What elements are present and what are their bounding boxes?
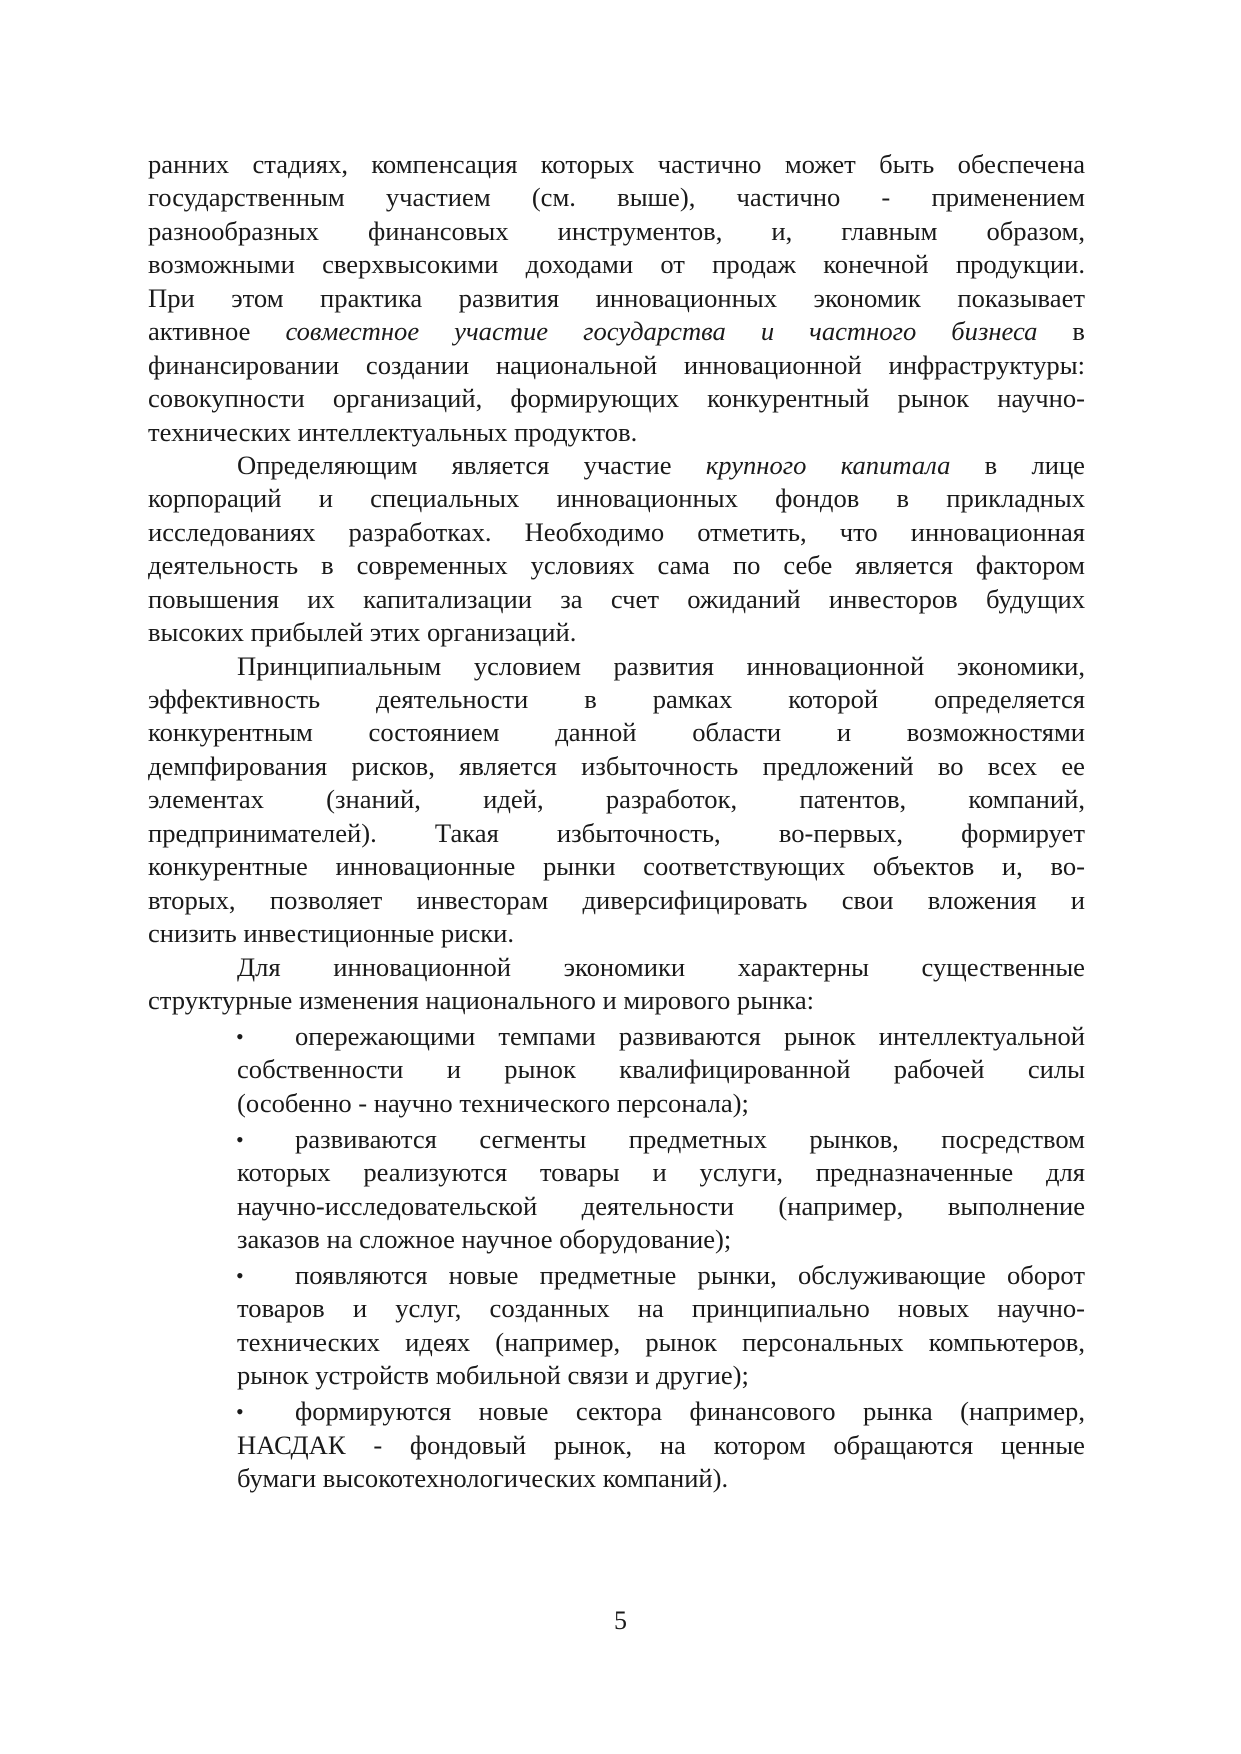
text-segment: Для инновационной экономики характерны существенные [237, 951, 1085, 982]
text-segment: Определяющим является участие [237, 449, 706, 480]
page-number: 5 [614, 1606, 627, 1635]
text-segment: вторых, позволяет инвесторам диверсифицировать свои вложения и [148, 884, 1085, 915]
text-segment: предпринимателей). Такая избыточность, во-первых, формирует [148, 817, 1085, 848]
text-line [148, 817, 1085, 850]
text-line [148, 750, 1085, 783]
text-line [148, 449, 1085, 482]
text-line [148, 884, 1085, 917]
text-line [148, 482, 1085, 515]
emphasized-text: крупного капитала [705, 449, 951, 480]
text-line [148, 917, 1085, 950]
text-segment: деятельность в современных условиях сама по себе является фактором [148, 550, 1085, 581]
text-segment: появляются новые предметные рынки, обслуживающие оборот [295, 1259, 1085, 1290]
paragraph [148, 449, 1085, 650]
text-segment: товаров и услуг, созданных на принципиально новых научно- [237, 1293, 1085, 1324]
text-segment: При этом практика развития инновационных экономик показывает [148, 282, 1085, 313]
text-line [237, 1020, 1085, 1053]
text-segment: снизить инвестиционные риски. [148, 918, 515, 949]
text-segment: государственным участием (см. выше), частично - применением [148, 182, 1085, 213]
text-segment: Принципиальным условием развития инновационной экономики, [237, 650, 1085, 681]
text-segment: возможными сверхвысокими доходами от продаж конечной продукции. [148, 249, 1085, 280]
text-line [148, 683, 1085, 716]
text-segment: эффективность деятельности в рамках которой определяется [148, 684, 1085, 714]
text-line [148, 583, 1085, 616]
text-segment: демпфирования рисков, является избыточность предложений во всех ее [148, 750, 1085, 781]
text-line [237, 1326, 1085, 1359]
text-segment: конкурентным состоянием данной области и возможностями [148, 717, 1085, 748]
text-segment: совокупности организаций, формирующих конкурентный рынок научно- [148, 383, 1085, 414]
bullet-list-item [237, 1020, 1085, 1120]
text-line [148, 516, 1085, 549]
emphasized-text: совместное участие государства и частного бизнеса [285, 316, 1038, 347]
bullet-icon: • [236, 1262, 244, 1288]
text-line [148, 248, 1085, 281]
text-line [237, 1462, 1085, 1495]
paragraph [148, 650, 1085, 951]
text-segment: конкурентные инновационные рынки соответствующих объектов и, во- [148, 851, 1085, 882]
text-line [237, 1053, 1085, 1086]
text-line [148, 850, 1085, 883]
text-segment: в [1037, 316, 1085, 347]
text-line [148, 181, 1085, 214]
bullet-icon: • [236, 1399, 244, 1425]
text-segment: исследованиях разработках. Необходимо отметить, что инновационная [148, 516, 1085, 547]
text-segment: бумаги высокотехнологических компаний). [237, 1463, 729, 1494]
text-segment: элементах (знаний, идей, разработок, патентов, компаний, [148, 784, 1085, 815]
text-segment: формируются новые сектора финансового рынка (например, [295, 1396, 1085, 1427]
text-segment: финансировании создании национальной инновационной инфраструктуры: [148, 349, 1085, 380]
text-segment: высоких прибылей этих организаций. [148, 617, 577, 648]
text-line [148, 616, 1085, 649]
text-line [237, 1259, 1085, 1292]
text-segment: повышения их капитализации за счет ожиданий инвесторов будущих [148, 583, 1085, 614]
text-line [148, 783, 1085, 816]
paragraph [148, 148, 1085, 449]
text-segment: структурные изменения национального и мирового рынка: [148, 984, 815, 1015]
text-line [148, 315, 1085, 348]
paragraph [148, 951, 1085, 1018]
text-segment: разнообразных финансовых инструментов, и, главным образом, [148, 215, 1085, 246]
text-segment: корпораций и специальных инновационных фондов в прикладных [148, 483, 1085, 514]
text-line [148, 382, 1085, 415]
text-line [148, 951, 1085, 984]
bullet-icon: • [236, 1126, 244, 1152]
text-line [148, 148, 1085, 181]
text-segment: собственности и рынок квалифицированной рабочей силы [237, 1054, 1085, 1085]
text-line [148, 650, 1085, 683]
text-line [237, 1190, 1085, 1223]
text-segment: технических интеллектуальных продуктов. [148, 416, 638, 447]
text-line [148, 716, 1085, 749]
text-line [237, 1123, 1085, 1156]
text-line [148, 282, 1085, 315]
text-segment: заказов на сложное научное оборудование); [237, 1224, 732, 1254]
text-line [237, 1429, 1085, 1462]
bullet-icon: • [236, 1023, 244, 1049]
text-segment: развиваются сегменты предметных рынков, посредством [295, 1123, 1085, 1154]
text-segment: (особенно - научно технического персонала); [237, 1087, 749, 1118]
text-segment: рынок устройств мобильной связи и другие); [237, 1360, 749, 1391]
text-line [237, 1292, 1085, 1325]
text-line [237, 1223, 1085, 1256]
text-line [237, 1395, 1085, 1428]
text-line [148, 416, 1085, 449]
text-segment: научно-исследовательской деятельности (например, выполнение [237, 1190, 1085, 1221]
bullet-list-item [237, 1259, 1085, 1393]
text-line [148, 349, 1085, 382]
text-line [237, 1359, 1085, 1392]
bullet-list-item [237, 1123, 1085, 1257]
text-line [237, 1156, 1085, 1189]
text-segment: активное [148, 316, 286, 347]
text-segment: в лице [950, 449, 1085, 480]
text-line [148, 215, 1085, 248]
text-segment: технических идеях (например, рынок персональных компьютеров, [237, 1326, 1085, 1357]
text-segment: которых реализуются товары и услуги, предназначенные для [237, 1157, 1085, 1188]
text-segment: ранних стадиях, компенсация которых частично может быть обеспечена [148, 149, 1085, 179]
text-line [237, 1087, 1085, 1120]
text-segment: опережающими темпами развиваются рынок интеллектуальной [295, 1020, 1085, 1051]
document-body [148, 148, 1085, 1496]
bullet-list-item [237, 1395, 1085, 1495]
text-line [148, 549, 1085, 582]
text-segment: НАСДАК - фондовый рынок, на котором обращаются ценные [237, 1429, 1085, 1460]
text-line [148, 984, 1085, 1017]
